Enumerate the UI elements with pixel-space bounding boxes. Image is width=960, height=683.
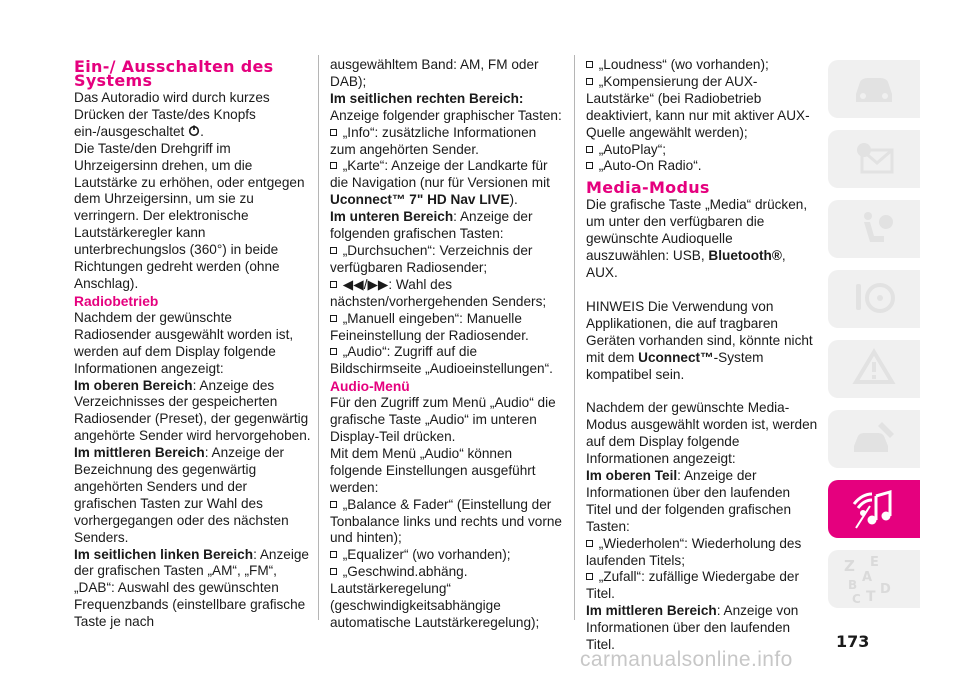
radio-intro: Nachdem der gewünschte Radiosender ausgewählt worden ist, werden auf dem Display folgende Informationen angezeigt: [74,309,294,376]
index-letter-d: D [880,582,891,597]
watermark: carmanualsonline.info [580,648,793,671]
band-continuation: ausgewähltem Band: AM, FM oder DAB); [330,57,539,89]
media-mode-heading: Media-Modus [586,178,710,198]
upper-area-text: : Anzeige des Verzeichnisses der gespeicherten Radiosender (Preset), der gegenwärtig angehörte Sender wird hervorgehoben. [74,377,311,444]
list-item [330,344,562,378]
list-item [330,243,562,277]
list-item [330,158,562,192]
list-item [330,277,562,311]
hinweis-end: -System kompatibel sein. [586,349,764,382]
upper-area-label: Im oberen Bereich [74,377,193,393]
page-number: 173 [836,632,870,651]
list-item-text: ◀◀/▶▶: Wahl des nächsten/vorhergehenden Senders; [330,276,547,309]
bullet-square-icon [586,162,593,169]
tab-index[interactable] [828,550,920,608]
car-dashboard-icon [848,66,900,112]
power-knob-icon [188,125,200,137]
bullet-square-icon [586,61,593,68]
hinweis-text: HINWEIS Die Verwendung von Applikationen, die auf tragbaren Geräten vorhanden sind, könnte nicht mit dem [586,298,813,365]
onoff-text: Das Autoradio wird durch kurzes Drücken der Taste/des Knopfs ein-/ausgeschaltet [74,90,270,139]
bullet-square-icon [330,315,337,322]
list-item [586,74,818,142]
index-letter-c: C [852,592,861,605]
media-middle-paragraph [586,603,818,654]
bullet-square-icon [586,146,593,153]
lower-area-label: Im unteren Bereich [330,209,454,225]
heading-line-2: Systems [74,71,153,90]
heading-line-1: Ein-/ Ausschalten des [74,57,274,76]
list-item-text: „Karte“: Anzeige der Landkarte für die Navigation (nur für Versionen mit [330,158,550,191]
upper-part-label: Im oberen Teil [586,468,678,484]
chapter-sidebar [828,60,920,620]
left-area-text: : Anzeige der grafischen Tasten „AM“, „FM“, „DAB“: Auswahl des gewünschten Frequenzbands (einstellbare grafische Taste je nach [74,546,309,630]
lower-area-text: : Anzeige der folgenden grafischen Tasten: [330,209,533,242]
list-item-text: „Auto-On Radio“. [598,158,702,174]
tab-multimedia[interactable] [828,480,920,538]
volume-paragraph: Die Taste/den Drehgriff im Uhrzeigersinn drehen, um die Lautstärke zu erhöhen, oder entgegen dem Uhrzeigersinn, um sie zu verringern. Der elektronische Lautstärkeregler kann unterbrechungslos (360°) in beide Richtungen gedreht werden (ohne Anschlag). [74,140,305,291]
tab-car-dashboard[interactable] [828,60,920,118]
list-item [586,158,818,175]
uconnect-line [330,192,562,209]
list-item [586,57,818,74]
list-item-text: „Manuell eingeben“: Manuelle Feineinstellung der Radiosender. [330,310,529,343]
list-item-text: „Durchsuchen“: Verzeichnis der verfügbaren Radiosender; [330,242,533,275]
list-item-text: „Balance & Fader“ (Einstellung der Tonbalance links und rechts und vorne und hinten); [330,496,562,546]
list-item [330,311,562,345]
multimedia-icon [848,486,900,532]
list-item-text: „Wiederholen“: Wiederholung des laufenden Titels; [586,535,802,568]
list-item [586,536,818,570]
column-1 [74,57,312,631]
list-item [330,547,562,564]
bullet-square-icon [330,281,337,288]
index-letter-z: Z [844,557,855,575]
list-item-text: „Audio“: Zugriff auf die Bildschirmseite „Audioeinstellungen“. [330,344,553,377]
list-item [330,497,562,548]
onoff-end: . [200,123,204,139]
uconnect-end: ). [509,192,518,208]
column-2 [330,57,562,632]
radio-heading: Radiobetrieb [74,293,159,309]
list-item-text: „AutoPlay“; [598,141,667,157]
bullet-square-icon [330,348,337,355]
right-area-intro: Anzeige folgender graphischer Tasten: [330,107,562,123]
media-text: Die grafische Taste „Media“ drücken, um unter den verfügbaren die gewünschte Audioquelle auszuwählen: USB, [586,197,808,264]
list-item-text: „Loudness“ (wo vorhanden); [598,57,769,72]
hinweis-uconnect: Uconnect™ [638,349,714,365]
media-middle-text: : Anzeige von Informationen über den laufenden Titel. [586,603,799,653]
list-item [586,142,818,159]
list-item [586,569,818,603]
media-end: , AUX. [586,248,786,280]
list-item-text: „Geschwind.abhäng. Lautstärkeregelung“ (geschwindigkeitsabhängige automatische Lautstärkeregelung); [330,564,540,630]
bullet-square-icon [330,129,337,136]
index-letter-e: E [870,555,879,570]
right-area-label: Im seitlichen rechten Bereich: [330,90,524,106]
middle-area-text: : Anzeige der Bezeichnung des gegenwärtig angehörten Senders und der grafischen Tasten zur Wahl des vorhergegangen oder des nächsten Senders. [74,445,289,545]
tab-maintenance[interactable] [828,410,920,468]
upper-area-paragraph [74,378,312,446]
tab-emergency[interactable] [828,340,920,398]
middle-area-paragraph [74,445,312,546]
uconnect-label: Uconnect™ 7" HD Nav LIVE [330,192,510,208]
list-item [330,125,562,159]
warning-triangle-icon [848,346,900,392]
warning-mail-icon [848,136,900,182]
column-divider-2 [574,55,575,620]
section-heading-onoff [74,57,312,90]
bullet-square-icon [330,162,337,169]
left-area-label: Im seitlichen linken Bereich [74,546,254,562]
bullet-square-icon [330,551,337,558]
list-item-text: „Equalizer“ (wo vorhanden); [342,547,511,563]
tab-warning-lights[interactable] [828,130,920,188]
audio-intro-2: Mit dem Menü „Audio“ können folgende Einstellungen ausgeführt werden: [330,445,536,495]
onoff-paragraph [74,90,312,141]
bluetooth-label: Bluetooth® [708,248,782,264]
index-letter-b: B [848,578,858,592]
tab-starting-driving[interactable] [828,270,920,328]
column-divider-1 [318,55,319,620]
seat-airbag-icon [848,206,900,252]
upper-part-text: : Anzeige der Informationen über den laufenden Titel und der folgenden grafischen Tasten: [586,468,792,534]
bullet-square-icon [586,78,593,85]
media-middle-label: Im mittleren Bereich [586,603,717,619]
bullet-square-icon [330,247,337,254]
index-letters-icon [840,553,900,605]
audio-menu-heading: Audio-Menü [330,379,410,395]
media-paragraph [586,197,818,282]
bullet-square-icon [330,501,337,508]
list-item [330,564,562,632]
bullet-square-icon [586,540,593,547]
tools-car-icon [848,416,900,462]
left-area-paragraph [74,547,312,632]
index-letter-a: A [862,570,873,585]
column-3 [586,57,818,654]
lower-area-paragraph [330,209,562,243]
upper-part-paragraph [586,468,818,536]
tab-safety[interactable] [828,200,920,258]
list-item-text: „Zufall“: zufällige Wiedergabe der Titel. [586,569,800,602]
hinweis-paragraph [586,299,818,384]
media-info-intro: Nachdem der gewünschte Media-Modus ausgewählt worden ist, werden auf dem Display folgende Informationen angezeigt: [586,400,818,467]
index-letter-t: T [866,589,876,605]
key-steering-icon [848,276,900,322]
middle-area-label: Im mittleren Bereich [74,445,205,461]
list-item-text: „Kompensierung der AUX-Lautstärke“ (bei Radiobetrieb deaktiviert, kann nur mit aktiver AUX-Quelle angewählt werden); [586,73,810,140]
audio-intro: Für den Zugriff zum Menü „Audio“ die grafische Taste „Audio“ im unteren Display-Teil drücken. [330,395,556,445]
list-item-text: „Info“: zusätzliche Informationen zum angehörten Sender. [330,124,537,157]
bullet-square-icon [330,568,337,575]
bullet-square-icon [586,573,593,580]
